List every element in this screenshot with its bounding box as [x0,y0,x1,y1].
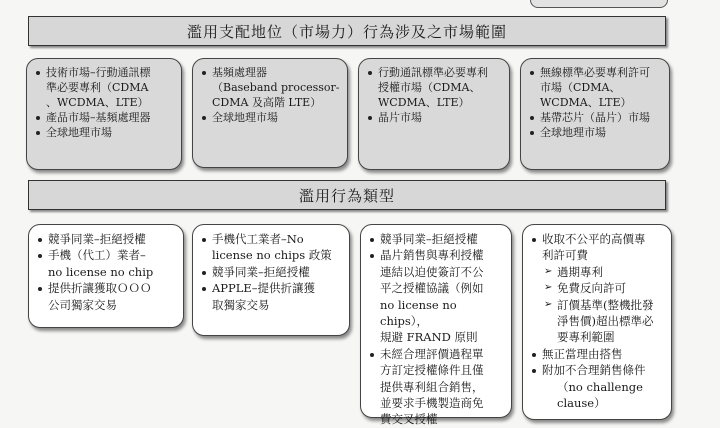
market-scope-title: 濫用支配地位（市場力）行為涉及之市場範圍 [186,22,507,41]
list-item: 手機（代工）業者– [37,247,177,263]
list-item-continuation: WCDMA、LTE） [540,96,632,109]
list-item-continuation: 方訂定授權條件且僅 [380,363,484,378]
list-item: 未經合理評價過程單 [369,346,505,362]
market-box-1 [26,58,182,170]
list-item: 收取不公平的高價專 [531,231,665,247]
list-item-continuation: 並要求手機製造商免 [380,396,484,411]
market-box-2 [192,58,348,168]
market-box-4 [520,58,670,170]
list-item: 全球地理市場 [35,125,175,140]
list-item-continuation: 準必要專利（CDMA [46,81,149,94]
list-item: 晶片市場 [367,110,503,125]
list-item-continuation: 要專利範圍 [557,330,615,345]
list-item-continuation: （Baseband processor- [212,81,340,94]
list-item: 技術市場–行動通訊標 [35,65,175,80]
list-item: 手機代工業者–No [201,231,343,247]
market-box-3 [358,58,510,170]
list-item: 無正當理由搭售 [531,346,665,362]
list-item-continuation: 費交叉授權 [380,412,438,427]
list-item-continuation: no license no chips）， [380,297,457,329]
list-item: 晶片銷售與專利授權 [369,247,505,263]
list-item-continuation: （no challenge clause） [557,379,643,411]
list-item-continuation: CDMA 及高階 LTE） [212,96,322,109]
list-item: 全球地理市場 [201,110,341,125]
list-item-continuation: license no chips 政策 [212,248,332,263]
list-item-continuation: no license no chip [48,264,154,279]
abuse-type-header [28,180,666,210]
list-item: 競爭同業–拒絕授權 [201,264,343,280]
list-item-continuation: 公司獨家交易 [48,297,117,312]
list-item: 競爭同業–拒絕授權 [369,231,505,247]
list-item-continuation: 連結以迫使簽訂不公 [380,264,484,279]
abuse-type-title: 濫用行為類型 [298,186,395,205]
list-item-continuation: WCDMA、LTE） [378,96,470,109]
list-item: 附加不合理銷售條件 [531,362,665,378]
list-item: 提供折讓獲取ＯＯＯ [37,280,177,296]
list-item-continuation: 提供專利組合銷售， [380,379,484,394]
list-item: 行動通訊標準必要專利 [367,65,503,80]
list-item: 競爭同業–拒絕授權 [37,231,177,247]
list-item-continuation: 取獨家交易 [212,297,270,312]
list-item-continuation: 利許可費 [542,248,588,263]
list-item-continuation: 、WCDMA、LTE） [46,96,149,109]
market-scope-header [28,16,666,46]
list-item-continuation: 平之授權協議（例如 [380,281,484,296]
list-item-continuation: 規避 FRAND 原則 [380,330,478,345]
list-item: 基頻處理器 [201,65,341,80]
abuse-box-4 [522,224,672,420]
list-item: 產品市場–基頻處理器 [35,110,175,125]
sub-item: ➢ 訂價基準(整機批發 [531,297,665,313]
abuse-box-2 [192,224,350,336]
list-item: 無線標準必要專利許可 [529,65,663,80]
list-item-continuation: 授權市場（CDMA、 [378,81,481,94]
list-item-continuation: 淨售價)超出標準必 [557,314,654,329]
abuse-box-1 [28,224,184,328]
sub-item: ➢ 免費反向許可 [531,280,665,296]
list-item: 基帶芯片（晶片）市場 [529,110,663,125]
list-item: APPLE–提供折讓獲 [201,280,343,296]
list-item-continuation: 市場（CDMA、 [540,81,621,94]
top-box-fragment [530,0,668,8]
list-item: 全球地理市場 [529,125,663,140]
abuse-box-3 [360,224,512,427]
sub-item: ➢ 過期專利 [531,264,665,280]
